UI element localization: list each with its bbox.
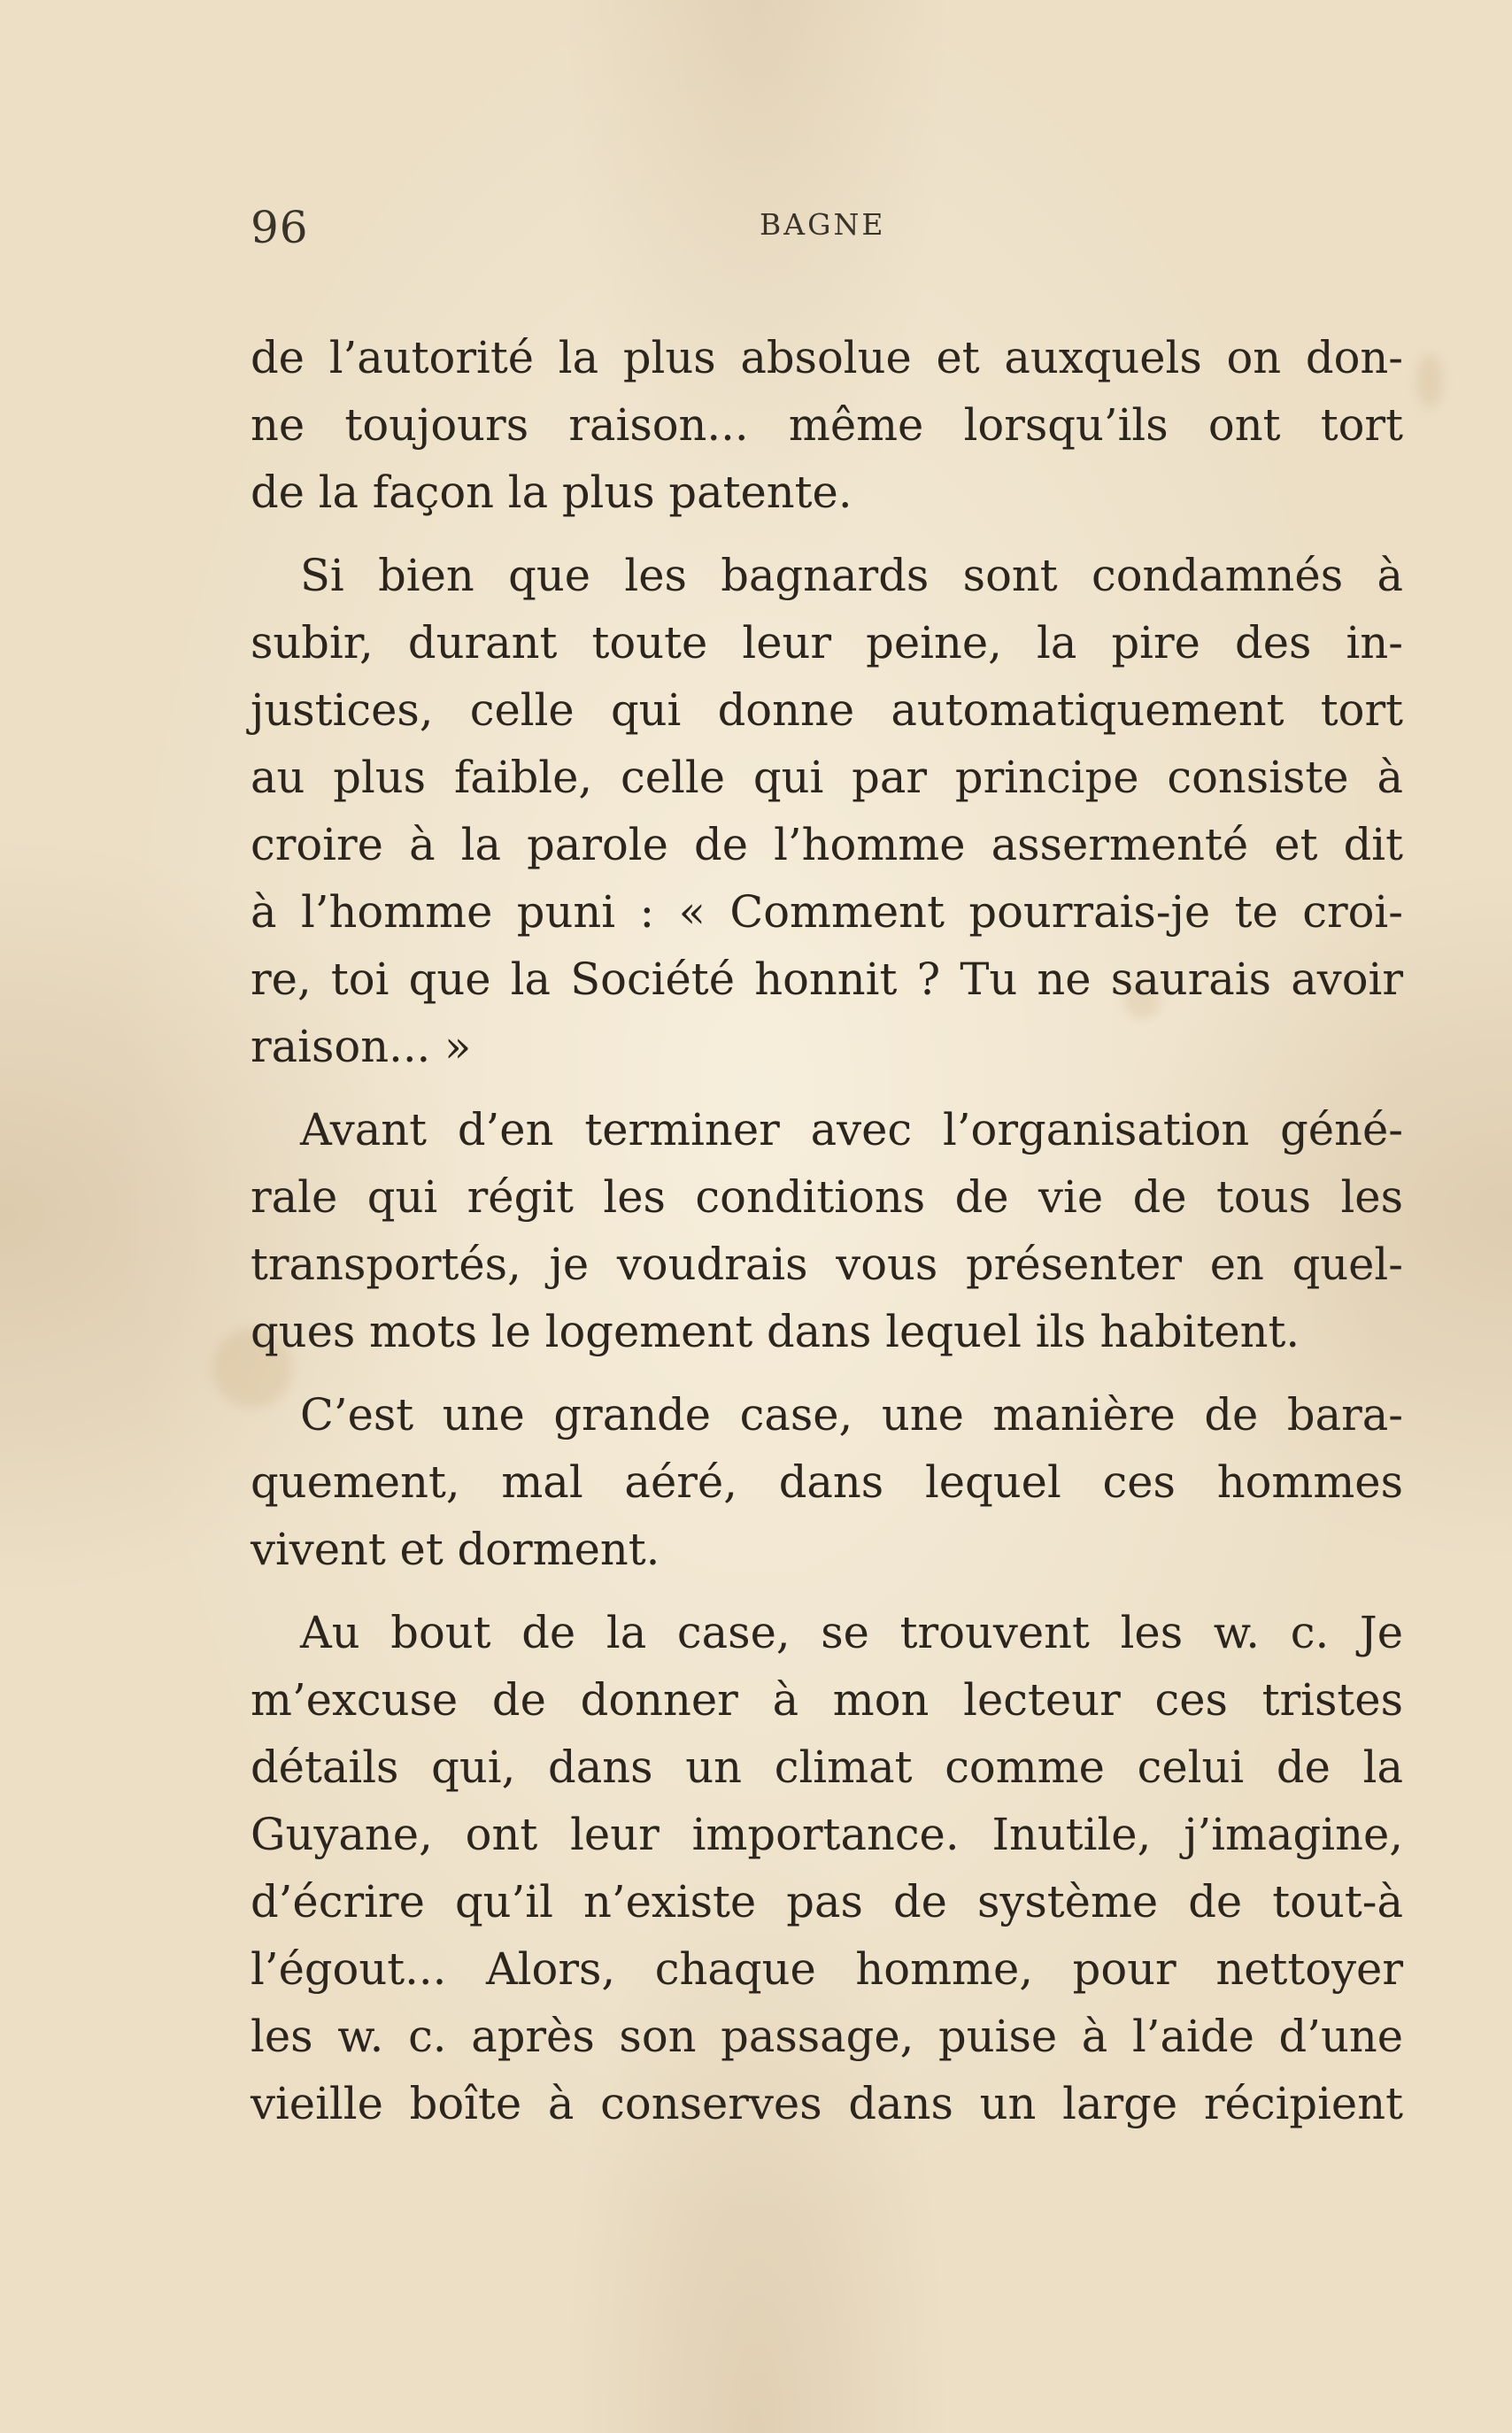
text-line: Si bien que les bagnards sont condamnés à xyxy=(300,550,1403,601)
paragraph xyxy=(251,324,1403,526)
paragraph xyxy=(251,1096,1403,1365)
page-number: 96 xyxy=(251,202,309,253)
text-line: subir, durant toute leur peine, la pire des in- xyxy=(251,617,1403,668)
text-line: au plus faible, celle qui par principe consiste à xyxy=(251,752,1403,803)
paragraph xyxy=(251,1381,1403,1583)
text-line: raison... » xyxy=(251,1021,472,1072)
paper-stain xyxy=(1416,354,1443,407)
paragraph xyxy=(251,542,1403,1080)
paragraph xyxy=(251,1599,1403,2137)
text-line: à l’homme puni : « Comment pourrais-je te croi- xyxy=(251,886,1403,938)
running-head xyxy=(251,202,1403,264)
text-line: justices, celle qui donne automatiquement tort xyxy=(251,684,1403,736)
text-line: vieille boîte à conserves dans un large récipient xyxy=(251,2078,1403,2129)
text-line: m’excuse de donner à mon lecteur ces tristes xyxy=(251,1674,1403,1726)
text-line: C’est une grande case, une manière de bara- xyxy=(300,1389,1403,1440)
running-title: BAGNE xyxy=(760,207,886,242)
text-line: Guyane, ont leur importance. Inutile, j’imagine, xyxy=(251,1809,1403,1860)
text-line: rale qui régit les conditions de vie de tous les xyxy=(251,1171,1403,1223)
text-line: vivent et dorment. xyxy=(251,1524,660,1575)
text-line: Au bout de la case, se trouvent les w. c. Je xyxy=(300,1607,1403,1658)
text-line: les w. c. après son passage, puise à l’aide d’une xyxy=(251,2011,1403,2062)
text-line: quement, mal aéré, dans lequel ces hommes xyxy=(251,1456,1403,1508)
text-line: croire à la parole de l’homme assermenté et dit xyxy=(251,819,1403,870)
text-line: l’égout... Alors, chaque homme, pour nettoyer xyxy=(251,1943,1403,1995)
body-text xyxy=(251,324,1403,2153)
text-line: détails qui, dans un climat comme celui de la xyxy=(251,1742,1403,1793)
text-line: transportés, je voudrais vous présenter en quel- xyxy=(251,1239,1403,1290)
text-line: ques mots le logement dans lequel ils habitent. xyxy=(251,1306,1300,1357)
text-line: re, toi que la Société honnit ? Tu ne saurais avoir xyxy=(251,954,1403,1005)
text-line: ne toujours raison... même lorsqu’ils ont tort xyxy=(251,399,1403,451)
text-line: Avant d’en terminer avec l’organisation géné- xyxy=(300,1104,1403,1155)
text-line: de l’autorité la plus absolue et auxquels on don- xyxy=(251,332,1403,383)
text-line: de la façon la plus patente. xyxy=(251,467,852,518)
text-line: d’écrire qu’il n’existe pas de système de tout-à xyxy=(251,1876,1403,1927)
